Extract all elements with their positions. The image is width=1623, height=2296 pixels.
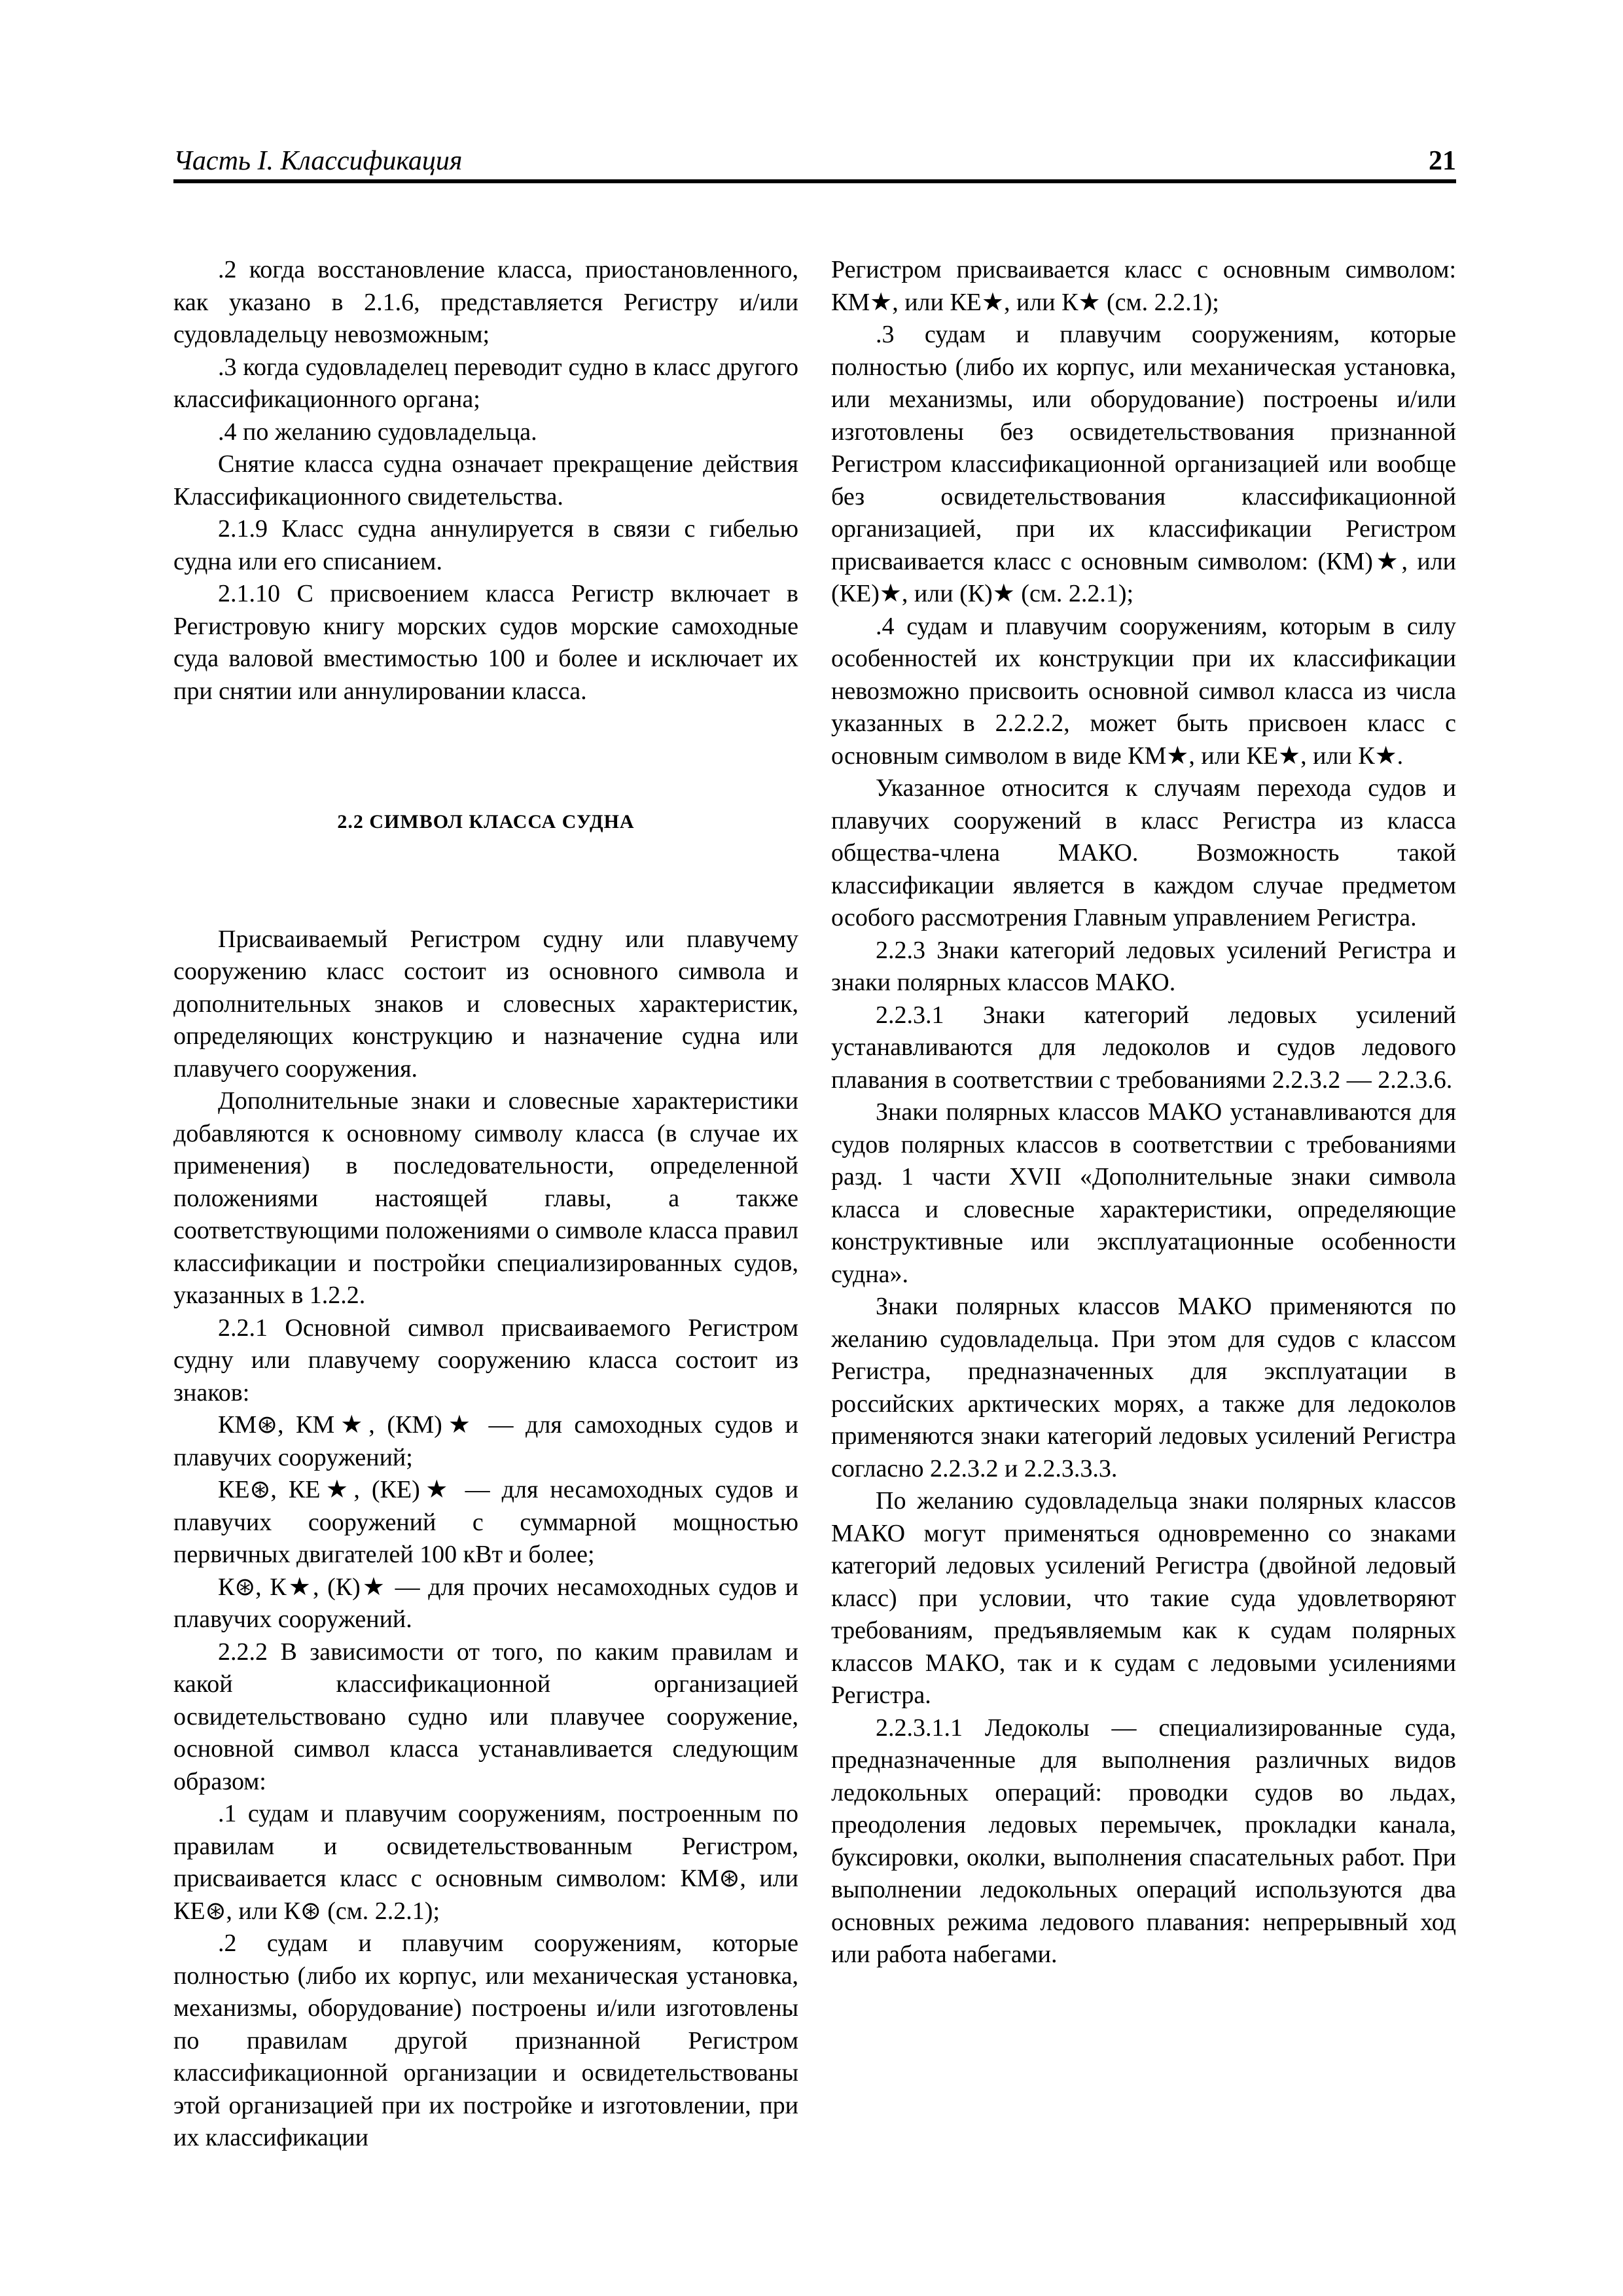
paragraph: 2.1.10 С присвоением класса Регистр включает в Регистровую книгу морских судов морские самоходные суда валовой вместимостью 100 и более и исключает их при снятии или аннулировании класса. — [173, 580, 798, 705]
paragraph: 2.2.3.1.1 Ледоколы — специализированные суда, предназначенные для выполнения различных видов ледокольных операций: проводки судов во льдах, преодоления ледовых перемычек, прокладки канала, буксировки, околки, выполнения спасательных работ. При выполнении ледокольных операций используются два основных режима ледового плавания: непрерывный ход или работа набегами. — [831, 1713, 1456, 1968]
paragraph: Регистром присваивается класс с основным символом: КМ★, или КЕ★, или К★ (см. 2.2.1); — [831, 256, 1456, 316]
paragraph: Дополнительные знаки и словесные характеристики добавляются к основному символу класса (в случае их применения) в последовательности, определенной положениями настоящей главы, а также соответствующими положениями о символе класса правил классификации и постройки специализированных судов, указанных в 1.2.2. — [173, 1087, 798, 1309]
paragraph: Знаки полярных классов МАКО устанавливаются для судов полярных классов в соответствии с требованиями разд. 1 части XVII «Дополнительные знаки символа класса и словесные характеристики, определяющие конструктивные или эксплуатационные особенности судна». — [831, 1098, 1456, 1288]
section-title: 2.2 СИМВОЛ КЛАССА СУДНА — [337, 811, 635, 833]
paragraph: .2 когда восстановление класса, приостановленного, как указано в 2.1.6, представляется Регистру и/или судовладельцу невозможным; — [173, 256, 798, 348]
paragraph: .1 судам и плавучим сооружениям, построенным по правилам и освидетельствованным Регистром, присваивается класс с основным символом: КМ⊛, или КЕ⊛, или К⊛ (см. 2.2.1); — [173, 1800, 798, 1925]
paragraph: .2 судам и плавучим сооружениям, которые полностью (либо их корпус, или механическая установка, механизмы, оборудование) построены и/или изготовлены по правилам другой признанной Регистром классификационной организации и освидетельствованы этой организацией при их постройке и изготовлении, при их классификации — [173, 1929, 798, 2151]
paragraph: 2.2.3.1 Знаки категорий ледовых усилений устанавливаются для ледоколов и судов ледового плавания в соответствии с требованиями 2.2.3.2 — 2.2.3.6. — [831, 1001, 1456, 1094]
paragraph: 2.2.3 Знаки категорий ледовых усилений Регистра и знаки полярных классов МАКО. — [831, 936, 1456, 996]
paragraph: Присваиваемый Регистром судну или плавучему сооружению класс состоит из основного символа и дополнительных знаков и словесных характеристик, определяющих конструкцию и назначение судна или плавучего сооружения. — [173, 925, 798, 1083]
paragraph: .4 по желанию судовладельца. — [218, 418, 537, 446]
paragraph: .4 судам и плавучим сооружениям, которым в силу особенностей их конструкции при их классификации невозможно присвоить основной символ класса из числа указанных в 2.2.2.2, может быть присвоен класс с основным символом в виде КМ★, или КЕ★, или К★. — [831, 612, 1456, 770]
page-number: 21 — [1429, 146, 1456, 176]
paragraph: К⊛, К★, (К)★ — для прочих несамоходных судов и плавучих сооружений. — [173, 1573, 798, 1633]
paragraph: КЕ⊛, КЕ★, (КЕ)★ — для несамоходных судов и плавучих сооружений с суммарной мощностью первичных двигателей 100 кВт и более; — [173, 1476, 798, 1568]
right-column — [831, 254, 1456, 1971]
paragraph: КМ⊛, КМ★, (КМ)★ — для самоходных судов и плавучих сооружений; — [173, 1411, 798, 1471]
running-title: Часть I. Классификация — [173, 146, 463, 176]
paragraph: Указанное относится к случаям перехода судов и плавучих сооружений в класс Регистра из класса общества-члена МАКО. Возможность такой классификации является в каждом случае предметом особого рассмотрения Главным управлением Регистра. — [831, 774, 1456, 931]
paragraph: 2.2.2 В зависимости от того, по каким правилам и какой классификационной организацией освидетельствовано судно или плавучее сооружение, основной символ класса устанавливается следующим образом: — [173, 1638, 798, 1795]
paragraph: 2.1.9 Класс судна аннулируется в связи с гибелью судна или его списанием. — [173, 515, 798, 575]
paragraph: Знаки полярных классов МАКО применяются по желанию судовладельца. При этом для судов с классом Регистра, предназначенных для эксплуатации в российских арктических морях, а также для ледоколов применяются знаки категорий ледовых усилений Регистра согласно 2.2.3.2 и 2.2.3.3.3. — [831, 1293, 1456, 1482]
left-column — [173, 254, 798, 2155]
paragraph: 2.2.1 Основной символ присваиваемого Регистром судну или плавучему сооружению класса состоит из знаков: — [173, 1314, 798, 1407]
paragraph: По желанию судовладельца знаки полярных классов МАКО могут применяться одновременно со знаками категорий ледовых усилений Регистра (двойной ледовый класс) при условии, что такие суда удовлетворяют требованиям, предъявляемым как к судам полярных классов МАКО, так и к судам с ледовыми усилениями Регистра. — [831, 1487, 1456, 1709]
paragraph: .3 когда судовладелец переводит судно в класс другого классификационного органа; — [173, 353, 798, 413]
paragraph: Снятие класса судна означает прекращение действия Классификационного свидетельства. — [173, 450, 798, 511]
paragraph: .3 судам и плавучим сооружениям, которые полностью (либо их корпус, или механическая установка, или механизмы, или оборудование) построены и/или изготовлены без освидетельствования признанной Регистром классификационной организацией или вообще без освидетельствования классификационной организацией, при их классификации Регистром присваивается класс с основным символом: (КМ)★, или (КЕ)★, или (К)★ (см. 2.2.1); — [831, 321, 1456, 607]
page-header — [173, 143, 1456, 183]
